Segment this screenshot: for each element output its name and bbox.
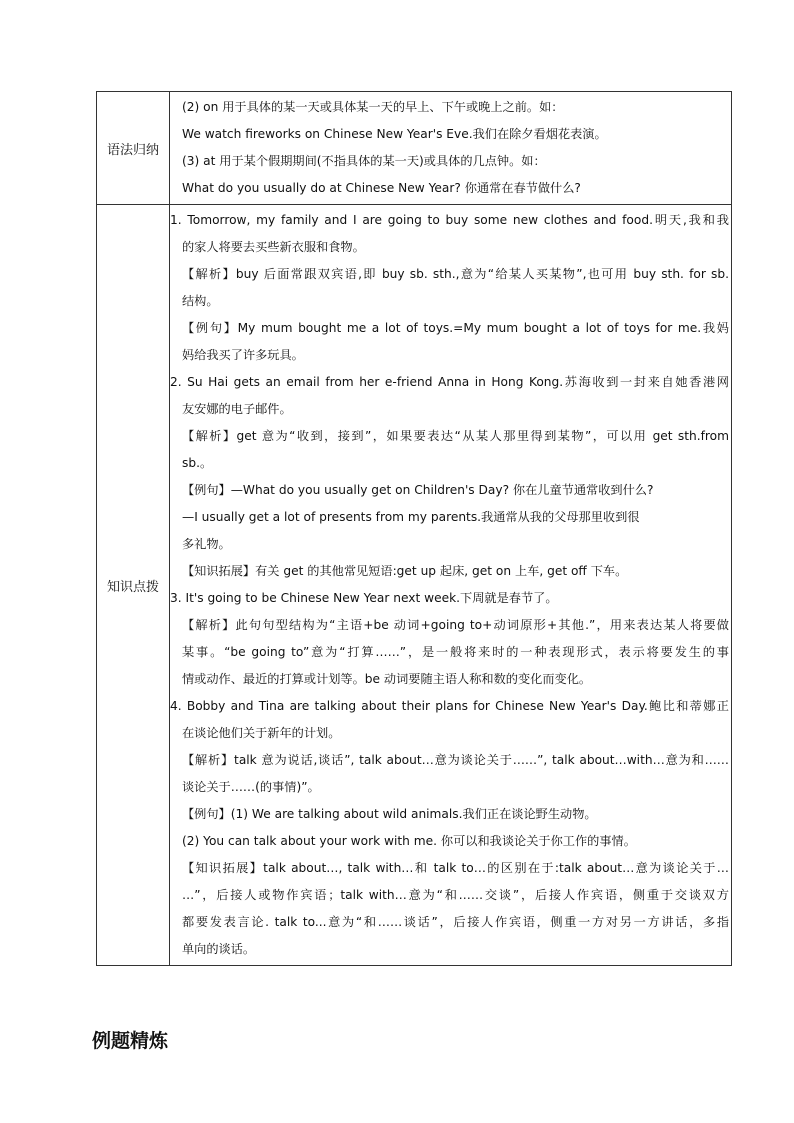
knowledge-line: 【例句】My mum bought me a lot of toys.=My mum bought a lot of toys for me.我妈 — [182, 321, 729, 335]
knowledge-line: (2) You can talk about your work with me. 你可以和我谈论关于你工作的事情。 — [182, 834, 636, 848]
knowledge-line: 2. Su Hai gets an email from her e-friend Anna in Hong Kong.苏海收到一封来自她香港网 — [170, 375, 729, 389]
knowledge-line: 妈给我买了许多玩具。 — [182, 348, 304, 362]
knowledge-line: 【解析】talk 意为说话,谈话”, talk about…意为谈论关于……”, talk about…with…意为和…… — [182, 753, 729, 767]
grammar-content — [170, 92, 732, 205]
section-title: 例题精炼 — [92, 1030, 169, 1052]
knowledge-line: 4. Bobby and Tina are talking about their plans for Chinese New Year's Day.鲍比和蒂娜正 — [170, 699, 729, 713]
knowledge-line: 【解析】此句句型结构为“主语+be 动词+going to+动词原形+其他.”，用来表达某人将要做 — [182, 618, 729, 632]
knowledge-line: 【知识拓展】talk about…, talk with…和 talk to…的区别在于:talk about…意为谈论关于… — [182, 861, 729, 875]
grammar-line: (2) on 用于具体的某一天或具体某一天的早上、下午或晚上之前。如： — [182, 100, 564, 114]
notes-table — [96, 91, 732, 966]
knowledge-line: sb.。 — [182, 456, 213, 470]
knowledge-line: 3. It's going to be Chinese New Year next week.下周就是春节了。 — [170, 591, 558, 605]
knowledge-line: …”，后接人或物作宾语；talk with…意为“和……交谈”，后接人作宾语，侧重于交谈双方 — [182, 888, 729, 902]
knowledge-line: 的家人将要去买些新衣服和食物。 — [182, 240, 365, 254]
knowledge-line: 【例句】(1) We are talking about wild animals.我们正在谈论野生动物。 — [182, 807, 597, 821]
knowledge-line: 单向的谈话。 — [182, 942, 256, 956]
knowledge-line: 【解析】buy 后面常跟双宾语,即 buy sb. sth.,意为“给某人买某物”,也可用 buy sth. for sb. — [182, 267, 729, 281]
knowledge-content — [170, 205, 732, 966]
knowledge-label: 知识点拨 — [97, 205, 170, 966]
knowledge-line: 都要发表言论. talk to...意为“和……谈话”，后接人作宾语，侧重一方对另一方讲话，多指 — [182, 915, 729, 929]
grammar-line: What do you usually do at Chinese New Year? 你通常在春节做什么? — [182, 181, 581, 195]
knowledge-line: 某事。“be going to”意为“打算……”，是一般将来时的一种表现形式，表示将要发生的事 — [182, 645, 729, 659]
grammar-row — [97, 92, 732, 205]
knowledge-line: 在谈论他们关于新年的计划。 — [182, 726, 341, 740]
knowledge-line: 多礼物。 — [182, 537, 231, 551]
grammar-label: 语法归纳 — [97, 92, 170, 205]
knowledge-line: 【知识拓展】有关 get 的其他常见短语:get up 起床, get on 上车, get off 下车。 — [182, 564, 628, 578]
knowledge-line: —I usually get a lot of presents from my parents.我通常从我的父母那里收到很 — [182, 510, 640, 524]
knowledge-line: 【解析】get 意为“收到，接到”，如果要表达“从某人那里得到某物”，可以用 get sth.from — [182, 429, 729, 443]
knowledge-line: 情或动作、最近的打算或计划等。be 动词要随主语人称和数的变化而变化。 — [182, 672, 592, 686]
knowledge-line: 友安娜的电子邮件。 — [182, 402, 292, 416]
knowledge-line: 1. Tomorrow, my family and I are going to buy some new clothes and food.明天,我和我 — [170, 213, 729, 227]
knowledge-line: 结构。 — [182, 294, 219, 308]
knowledge-line: 【例句】—What do you usually get on Children's Day? 你在儿童节通常收到什么? — [182, 483, 654, 497]
grammar-line: We watch fireworks on Chinese New Year's Eve.我们在除夕看烟花表演。 — [182, 127, 607, 141]
knowledge-row — [97, 205, 732, 966]
knowledge-line: 谈论关于……(的事情)”。 — [182, 780, 320, 794]
grammar-line: (3) at 用于某个假期期间(不指具体的某一天)或具体的几点钟。如： — [182, 154, 546, 168]
